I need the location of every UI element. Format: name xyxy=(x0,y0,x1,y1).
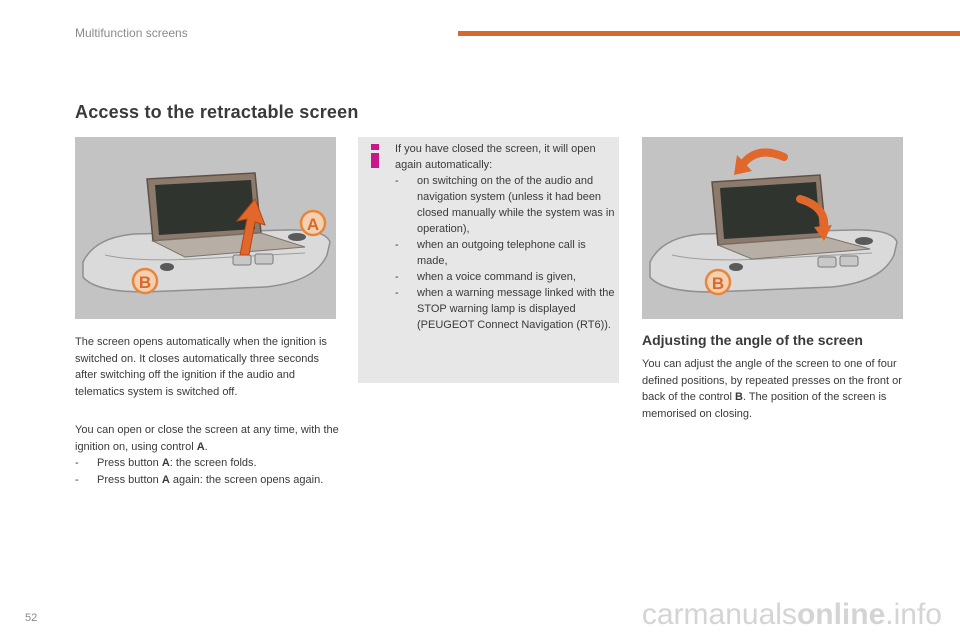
header-rule xyxy=(458,31,960,36)
angle-paragraph xyxy=(642,356,907,422)
auto-open-text: The screen opens automatically when the ignition is switched on. It closes automatically three seconds after switching off the ignition if the audio and telematics system is switched off. xyxy=(75,336,327,398)
angle-subtitle: Adjusting the angle of the screen xyxy=(642,332,863,348)
screen-open-illustration xyxy=(75,137,336,319)
info-intro: If you have closed the screen, it will open again automatically: xyxy=(395,143,596,171)
footer-watermark: carmanualsonline.info xyxy=(641,598,942,631)
page-title: Access to the retractable screen xyxy=(75,102,359,122)
page-number: 52 xyxy=(25,612,38,624)
info-item: - on switching on the of the audio and navigation system (unless it had been closed manually while the system was in operation), xyxy=(395,175,615,235)
info-item: - when a voice command is given, xyxy=(395,271,576,283)
info-box xyxy=(358,137,619,383)
screen-angle-illustration xyxy=(642,137,903,319)
list-item: - Press button A: the screen folds. xyxy=(75,457,257,469)
badge-b-label: B xyxy=(711,274,725,293)
info-item: - when a warning message linked with the STOP warning lamp is displayed (PEUGEOT Connect Navigation (RT6)). xyxy=(395,287,615,331)
list-item: - Press button A again: the screen opens again. xyxy=(75,473,324,486)
info-item: - when an outgoing telephone call is made, xyxy=(395,239,586,267)
info-icon xyxy=(370,144,380,168)
auto-open-paragraph xyxy=(75,334,340,400)
manual-control-intro: You can open or close the screen at any time, with the ignition on, using control A. xyxy=(75,424,339,453)
section-header: Multifunction screens xyxy=(75,26,188,40)
badge-b-label: B xyxy=(138,273,152,292)
badge-a-label: A xyxy=(306,215,320,234)
angle-text: You can adjust the angle of the screen to one of four defined positions, by repeated presses on the front or back of the control B. The position of the screen is memorised on closing. xyxy=(642,358,902,420)
manual-control-paragraph xyxy=(75,422,340,488)
